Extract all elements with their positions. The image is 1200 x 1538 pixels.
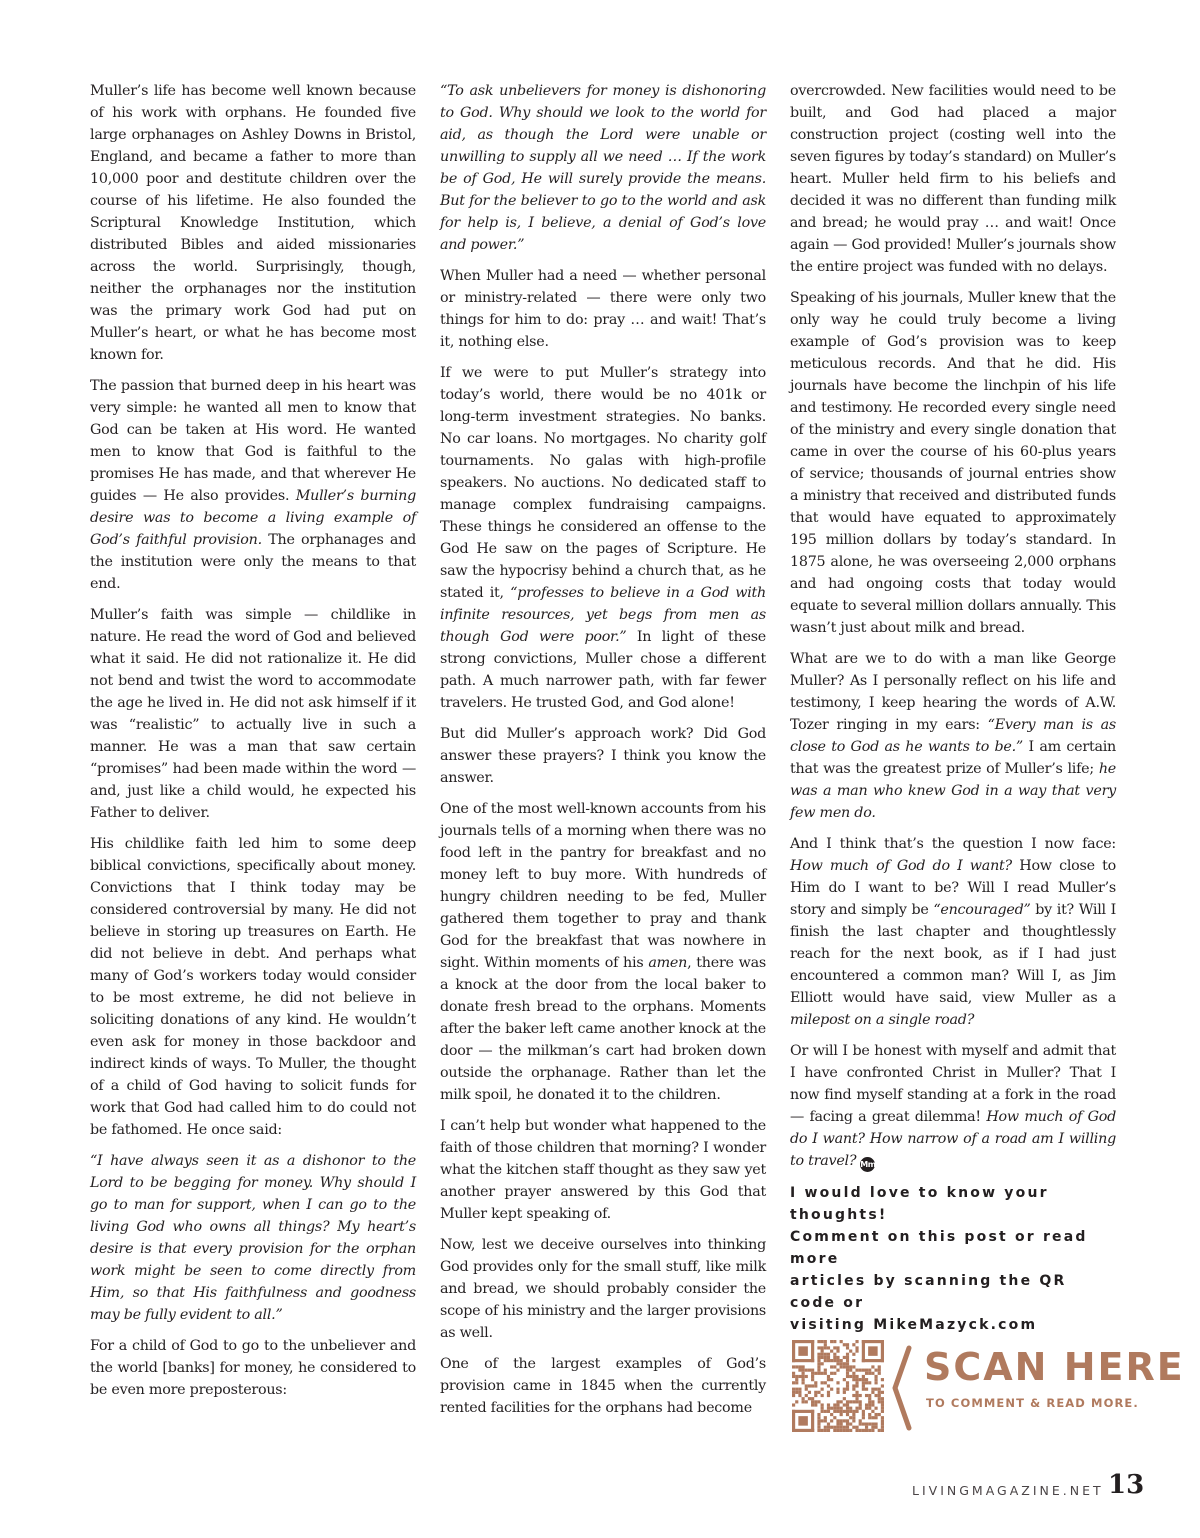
text-run: And I think that’s the question I now face: bbox=[790, 836, 1116, 852]
paragraph: But did Muller’s approach work? Did God answer these prayers? I think you know the answer. bbox=[440, 726, 766, 786]
paragraph: When Muller had a need — whether personal or ministry-related — there were only two things for him to do: pray … and wait! That’s it, nothing else. bbox=[440, 268, 766, 350]
paragraph bbox=[440, 362, 766, 714]
paragraph: overcrowded. New facilities would need to be built, and God had placed a major construction project (costing well into the seven figures by today’s standard) on Muller’s heart. Muller held firm to his beliefs and decided it was no different than funding milk and bread; he would pray … and wait! Once again — God provided! Muller’s journals show the entire project was funded with no delays. bbox=[790, 83, 1116, 275]
paragraph: Speaking of his journals, Muller knew that the only way he could truly become a living example of God’s provision was to keep meticulous records. And that he did. His journals have become the linchpin of his life and testimony. He recorded every single need of the ministry and every single donation that came in over the course of his 60-plus years of service; thousands of journal entries show a ministry that received and distributed funds that would have equated to approximately 195 million dollars by today’s standard. In 1875 alone, he was overseeing 2,000 orphans and had ongoing costs that today would equate to several million dollars annually. This wasn’t just about milk and bread. bbox=[790, 290, 1116, 636]
paragraph bbox=[790, 648, 1116, 824]
paragraph bbox=[90, 375, 416, 595]
paragraph bbox=[790, 1040, 1116, 1172]
emphasis-text: he was a man who knew God in a way that very few men do. bbox=[790, 761, 1116, 821]
emphasis-text: “professes to believe in a God with infinite resources, yet begs from men as though God were poor.” bbox=[440, 585, 767, 645]
text-run: The passion that burned deep in his heart was very simple: he wanted all men to know that God can be taken at His word. He wanted men to know that God is faithful to the promises He has made, and that wherever He guides — He also provides. bbox=[90, 378, 416, 504]
paragraph bbox=[440, 798, 766, 1106]
text-run: by it? Will I finish the last chapter and thoughtlessly reach for the next book, as if I had just encountered a common man? Will I, as Jim Elliott would have said, view Muller as a bbox=[790, 902, 1117, 1006]
text-run: In light of these strong convictions, Muller chose a different path. A much narrower path, with far fewer travelers. He trusted God, and God alone! bbox=[440, 629, 766, 711]
emphasis-text: How much of God do I want? How narrow of a road am I willing to travel? bbox=[790, 1109, 1116, 1169]
text-run: One of the most well-known accounts from his journals tells of a morning when there was no food left in the pantry for breakfast and no money left to buy more. With hundreds of hungry children needing to be fed, Muller gathered them together to pray and thank God for the breakfast that was nowhere in sight. Within moments of his bbox=[440, 801, 766, 971]
emphasis-text: “Every man is as close to God as he wants to be.” bbox=[790, 717, 1117, 755]
paragraph: For a child of God to go to the unbeliever and the world [banks] for money, he considered to be even more preposterous: bbox=[90, 1338, 416, 1398]
cta-line: visiting MikeMazyck.com bbox=[790, 1317, 1038, 1333]
paragraph: Muller’s faith was simple — childlike in nature. He read the word of God and believed what it said. He did not rationalize it. He did not bend and twist the word to accommodate the age he lived in. He did not ask himself if it was “realistic” to actually live in such a manner. He was a man that saw certain “promises” had been made within the word — and, just like a child would, he expected his Father to deliver. bbox=[90, 607, 416, 821]
emphasis-text: How much of God do I want? bbox=[790, 858, 1012, 874]
emphasis-text: “encouraged” bbox=[933, 902, 1031, 918]
paragraph bbox=[790, 833, 1116, 1031]
cta-line: Comment on this post or read more bbox=[790, 1229, 1088, 1267]
chevron-left-icon bbox=[889, 1344, 913, 1432]
end-mark-icon: Mm bbox=[860, 1157, 875, 1172]
article-column-1 bbox=[90, 80, 416, 1410]
scan-here-block bbox=[792, 1340, 1185, 1440]
paragraph: Muller’s life has become well known because of his work with orphans. He founded five large orphanages on Ashley Downs in Bristol, England, and became a father to more than 10,000 poor and destitute children over the course of his lifetime. He also founded the Scriptural Knowledge Institution, which distributed Bibles and aided missionaries across the world. Surprisingly, though, neither the orphanages nor the institution was the primary work God had put on Muller’s heart, or what he has become most known for. bbox=[90, 83, 416, 363]
text-run: Or will I be honest with myself and admit that I have confronted Christ in Muller? That I now find myself standing at a fork in the road — facing a great dilemma! bbox=[790, 1043, 1116, 1125]
scan-here-title: SCAN HERE bbox=[924, 1345, 1185, 1389]
text-run: If we were to put Muller’s strategy into today’s world, there would be no 401k or long-term investment strategies. No banks. No car loans. No mortgages. No charity golf tournaments. No galas with high-profile speakers. No auctions. No dedicated staff to manage complex fundraising campaigns. These things he considered an offense to the God He saw on the pages of Scripture. He saw the hypocrisy behind a church that, as he stated it, bbox=[440, 365, 766, 601]
block-quote bbox=[90, 1150, 416, 1326]
call-to-action bbox=[790, 1182, 1116, 1336]
emphasis-text: amen bbox=[648, 955, 688, 971]
paragraph: Now, lest we deceive ourselves into thinking God provides only for the small stuff, like milk and bread, we should probably consider the scope of his ministry and the larger provisions as well. bbox=[440, 1237, 766, 1341]
text-run: , there was a knock at the door from the local baker to donate fresh bread to the orphans. Moments after the baker left came another knock at the door — the milkman’s cart had broken down outside the orphanage. Rather than let the milk spoil, he donated it to the children. bbox=[440, 955, 766, 1103]
block-quote bbox=[440, 80, 766, 256]
text-run: How close to Him do I want to be? Will I read Muller’s story and simply be bbox=[790, 858, 1116, 918]
paragraph: His childlike faith led him to some deep biblical convictions, specifically about money. Convictions that I think today may be considered controversial by many. He did not believe in storing up treasures on Earth. He did not believe in debt. And perhaps what many of God’s workers today would consider to be most extreme, he did not believe in soliciting donations of any kind. He wouldn’t even ask for money in those backdoor and indirect kinds of ways. To Muller, the thought of a child of God having to solicit funds for work that God had called him to do could not be fathomed. He once said: bbox=[90, 836, 416, 1138]
quote-text: “I have always seen it as a dishonor to the Lord to be begging for money. Why should I go to man for support, when I can go to the living God who owns all things? My heart’s desire is that every provision for the orphan work might be seen to come directly from Him, so that His faithfulness and goodness may be fully evident to all.” bbox=[90, 1153, 416, 1323]
text-run: What are we to do with a man like George Muller? As I personally reflect on his life and testimony, I keep hearing the words of A.W. Tozer ringing in my ears: bbox=[790, 651, 1116, 733]
page-number: 13 bbox=[1108, 1470, 1145, 1500]
qr-code-icon[interactable] bbox=[792, 1340, 884, 1432]
article-column-3 bbox=[790, 80, 1116, 1336]
text-run: I am certain that was the greatest prize of Muller’s life; bbox=[790, 739, 1117, 777]
emphasis-text: Muller’s burning desire was to become a living example of God’s faithful provision. bbox=[90, 488, 416, 548]
cta-line: articles by scanning the QR code or bbox=[790, 1273, 1067, 1311]
article-column-2 bbox=[440, 80, 766, 1428]
text-run: The orphanages and the institution were only the means to that end. bbox=[90, 532, 417, 592]
scan-here-subtitle: TO COMMENT & READ MORE. bbox=[926, 1396, 1139, 1410]
cta-line: I would love to know your thoughts! bbox=[790, 1185, 1049, 1223]
footer-website: LIVINGMAGAZINE.NET bbox=[912, 1483, 1104, 1498]
quote-text: “To ask unbelievers for money is dishonoring to God. Why should we look to the world for aid, as though the Lord were unable or unwilling to supply all we need … If the work be of God, He will surely provide the means. But for the believer to go to the world and ask for help is, I believe, a denial of God’s love and power.” bbox=[440, 83, 766, 253]
paragraph: I can’t help but wonder what happened to the faith of those children that morning? I wonder what the kitchen staff thought as they saw yet another prayer answered by this God that Muller kept speaking of. bbox=[440, 1118, 766, 1222]
emphasis-text: milepost on a single road? bbox=[790, 1012, 975, 1028]
paragraph: One of the largest examples of God’s provision came in 1845 when the currently rented facilities for the orphans had become bbox=[440, 1356, 766, 1416]
